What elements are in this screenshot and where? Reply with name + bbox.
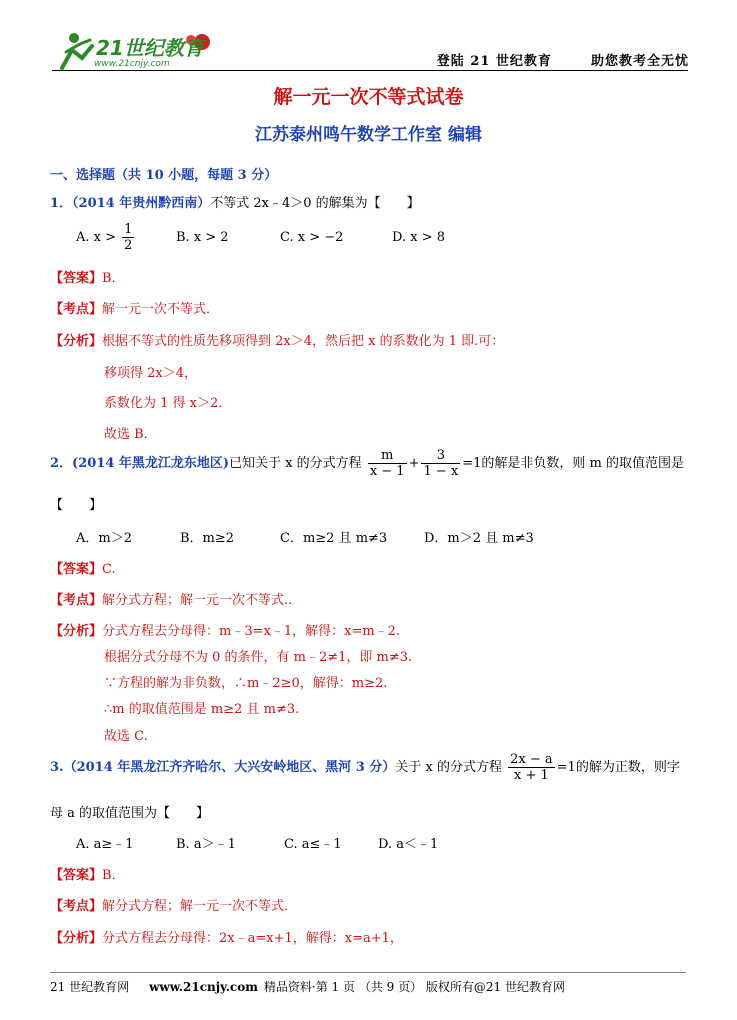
q1-point: 【考点】解一元一次不等式． — [50, 302, 220, 317]
q1-answer: 【答案】B． — [50, 271, 125, 286]
header-divider — [52, 70, 688, 71]
q2-step: 故选 C. — [104, 729, 148, 744]
q2-option-d: D．m＞2 且 m≠3 — [424, 531, 534, 546]
slogan-right: 助您教考全无忧 — [590, 54, 689, 69]
q3-stem: 3.（2014 年黑龙江齐齐哈尔、大兴安岭地区、黑河 3 分）关于 x 的分式方程 $\frac{2x - a}{x + 1}$ =1的解为正数，则字 — [50, 752, 680, 783]
section-heading: 一、选择题（共 10 小题，每题 3 分） — [50, 168, 278, 183]
footer-site: 21 世纪教育网 — [50, 980, 130, 994]
q2-step: 根据分式分母不为 0 的条件，有 m﹣2≠1，即 m≠3. — [104, 650, 413, 665]
q2-fraction-1: $\frac{m}{x - 1}$ — [369, 448, 405, 479]
q2-option-b: B．m≥2 — [180, 531, 235, 546]
q2-step: ∴m 的取值范围是 m≥2 且 m≠3. — [104, 702, 300, 717]
footer-divider — [50, 972, 686, 973]
q3-answer: 【答案】B． — [50, 868, 125, 883]
q1-option-a: A. x > $\frac{1}{2}$ — [76, 222, 133, 253]
q3-option-a: A. a≥﹣1 — [76, 837, 134, 852]
q3-number: 3. — [50, 760, 64, 775]
q2-answer: 【答案】C. — [50, 562, 116, 577]
page-footer — [50, 978, 565, 995]
q2-stem: 2．(2014 年黑龙江龙东地区)已知关于 x 的分式方程 $\frac{m}{x - 1}$ + $\frac{3}{1 - x}$ =1的解是非负数，则 m 的取值范围是 — [50, 448, 685, 479]
q3-option-b: B. a＞﹣1 — [176, 837, 236, 852]
q1-step: 移项得 2x＞4， — [104, 366, 198, 381]
page-title: 解一元一次不等式试卷 — [273, 86, 464, 108]
q1-fraction: $\frac{1}{2}$ — [124, 222, 133, 253]
q2-number: 2． — [50, 456, 73, 471]
q1-option-d: D. x > 8 — [392, 230, 445, 245]
q2-option-c: C．m≥2 且 m≠3 — [280, 531, 388, 546]
q3-option-c: C. a≤﹣1 — [284, 837, 342, 852]
q1-option-c: C. x > −2 — [280, 230, 344, 245]
page-subtitle: 江苏泰州鸣午数学工作室 编辑 — [255, 125, 482, 145]
q3-stem-line2: 母 a 的取值范围为【 】 — [50, 806, 210, 821]
footer-url[interactable]: www.21cnjy.com — [149, 980, 258, 994]
logo — [52, 28, 217, 76]
q2-source: (2014 年黑龙江龙东地区) — [72, 456, 230, 471]
q1-option-b: B. x > 2 — [176, 230, 229, 245]
q1-step: 系数化为 1 得 x＞2． — [104, 396, 232, 411]
q3-analysis: 【分析】分式方程去分母得：2x﹣a=x+1，解得：x=a+1， — [50, 931, 403, 946]
q1-analysis: 【分析】根据不等式的性质先移项得到 2x＞4，然后把 x 的系数化为 1 即.可： — [50, 334, 505, 349]
q1-stem — [50, 192, 420, 211]
header-slogan — [437, 50, 689, 69]
q2-fraction-2: $\frac{3}{1 - x}$ — [423, 448, 459, 479]
q1-text: 不等式 2x﹣4＞0 的解集为【 】 — [210, 196, 420, 211]
q3-option-d: D. a＜﹣1 — [378, 837, 439, 852]
q1-step: 故选 B． — [104, 427, 157, 442]
logo-text: 21世纪教育 — [96, 36, 204, 60]
q2-analysis: 【分析】分式方程去分母得：m﹣3=x﹣1，解得：x=m﹣2. — [50, 624, 401, 639]
q3-source: （2014 年黑龙江齐齐哈尔、大兴安岭地区、黑河 3 分） — [63, 760, 396, 775]
q2-option-a: A．m＞2 — [76, 531, 132, 546]
q2-step: ∵方程的解为非负数，∴m﹣2≥0，解得：m≥2. — [104, 676, 388, 691]
q3-point: 【考点】解分式方程；解一元一次不等式． — [50, 899, 298, 914]
footer-info: 精品资料·第 1 页 （共 9 页） 版权所有@21 世纪教育网 — [263, 980, 565, 994]
logo-url: www.21cnjy.com — [94, 59, 170, 69]
q1-number: 1． — [50, 196, 73, 211]
q2-point: 【考点】解分式方程；解一元一次不等式.. — [50, 593, 293, 608]
q1-source: （2014 年贵州黔西南） — [72, 196, 211, 211]
q2-bracket: 【 】 — [50, 498, 103, 513]
q3-fraction: $\frac{2x - a}{x + 1}$ — [510, 752, 553, 783]
slogan-left: 登陆 21 世纪教育 — [436, 54, 552, 69]
